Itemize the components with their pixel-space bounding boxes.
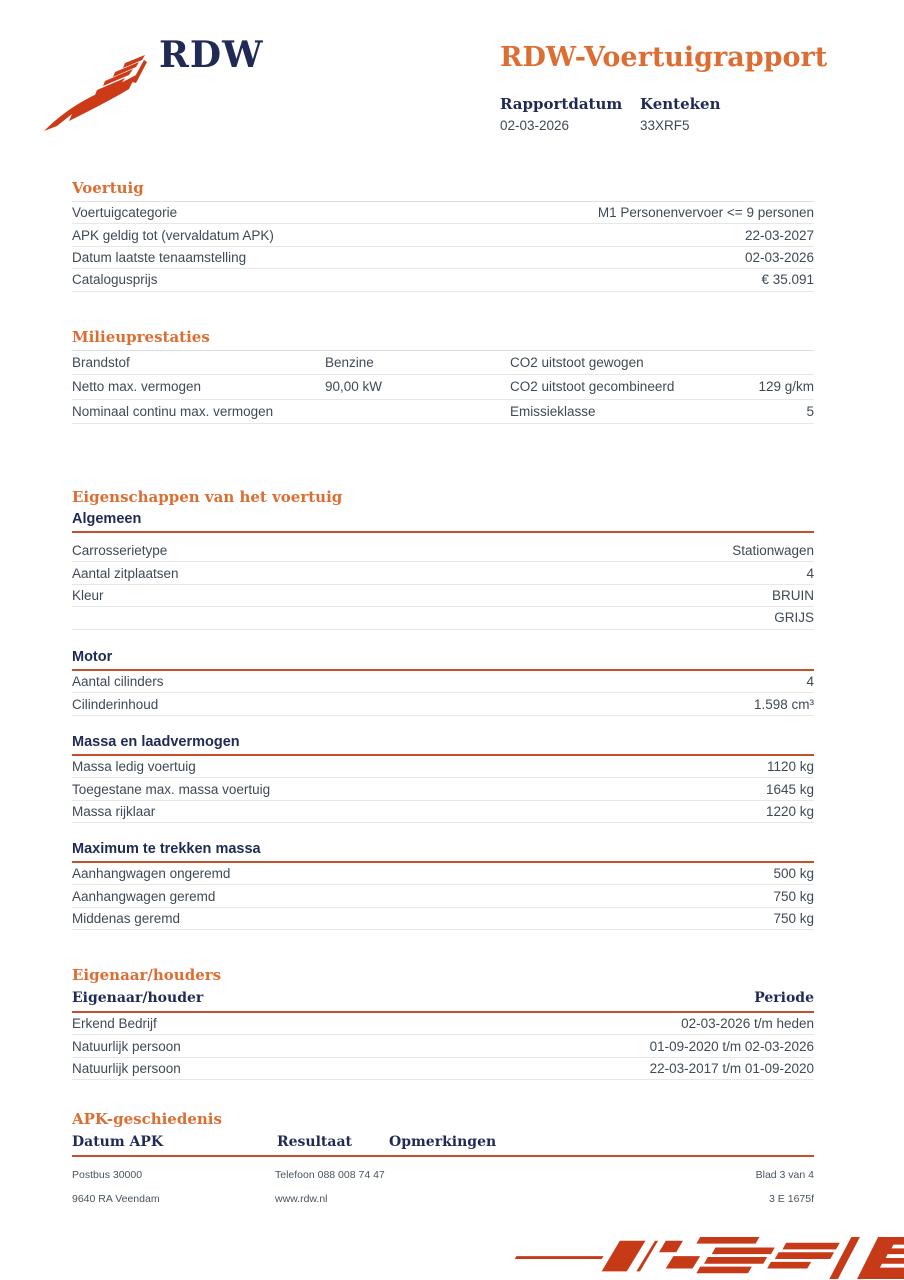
row-label: Nominaal continu max. vermogen	[72, 403, 274, 419]
section-apk-geschiedenis	[72, 1111, 814, 1157]
owner-name: Natuurlijk persoon	[72, 1038, 181, 1054]
footer-row-2	[72, 1193, 814, 1205]
owner-table	[72, 1013, 814, 1080]
algemeen-table	[72, 540, 814, 630]
footer-website: www.rdw.nl	[275, 1193, 328, 1205]
row-label: Aantal zitplaatsen	[72, 565, 179, 581]
subsection-title: Algemeen	[72, 511, 142, 527]
owner-period: 22-03-2017 t/m 01-09-2020	[649, 1060, 814, 1076]
owner-name: Natuurlijk persoon	[72, 1060, 181, 1076]
row-label: Catalogusprijs	[72, 272, 158, 288]
row-value: 1.598 cm³	[753, 696, 814, 712]
row-label: Datum laatste tenaamstelling	[72, 249, 247, 265]
owner-name: Erkend Bedrijf	[72, 1016, 157, 1032]
row-label: Voertuigcategorie	[72, 205, 178, 221]
subsection-algemeen	[72, 511, 814, 630]
section-milieuprestaties	[72, 329, 814, 424]
row-label: CO2 uitstoot gecombineerd	[510, 379, 675, 395]
row-value: 1120 kg	[766, 759, 814, 775]
table-row	[72, 1035, 814, 1057]
section-eigenschappen-title	[72, 489, 814, 505]
table-row	[72, 863, 814, 885]
table-row	[72, 269, 814, 291]
table-row	[72, 908, 814, 930]
section-voertuig	[72, 180, 814, 292]
milieu-table	[72, 351, 814, 424]
row-value: 500 kg	[773, 866, 814, 882]
rdw-feather-logo-icon	[38, 50, 150, 136]
column-header-owner: Eigenaar/houder	[72, 990, 204, 1006]
row-label: Carrosserietype	[72, 543, 168, 559]
table-row	[72, 885, 814, 907]
table-row	[72, 202, 814, 224]
table-row	[72, 400, 814, 424]
report-date-label: Rapportdatum	[500, 95, 623, 113]
table-row	[72, 693, 814, 715]
row-value: 90,00 kW	[325, 379, 383, 395]
row-value: 1645 kg	[765, 781, 814, 797]
table-row	[72, 756, 814, 778]
row-label: Emissieklasse	[510, 403, 596, 419]
row-value: 22-03-2027	[744, 227, 814, 243]
row-value: 02-03-2026	[744, 249, 814, 265]
row-value: 750 kg	[773, 910, 814, 926]
row-label: Brandstof	[72, 355, 130, 371]
row-label: Kleur	[72, 587, 104, 603]
table-row	[72, 247, 814, 269]
row-value: 129 g/km	[758, 379, 814, 395]
footer-address-line2: 9640 RA Veendam	[72, 1193, 160, 1205]
apk-table-header	[72, 1133, 814, 1151]
section-title: Voertuig	[72, 179, 144, 197]
row-label: Massa rijklaar	[72, 803, 156, 819]
page-title: RDW-Voertuigrapport	[500, 42, 828, 73]
section-title: Eigenschappen van het voertuig	[72, 488, 343, 506]
owner-table-header	[72, 989, 814, 1007]
row-value: 5	[806, 403, 814, 419]
table-row	[72, 671, 814, 693]
row-label: Aanhangwagen geremd	[72, 888, 216, 904]
row-label: APK geldig tot (vervaldatum APK)	[72, 227, 274, 243]
row-label: Aanhangwagen ongeremd	[72, 866, 231, 882]
table-row	[72, 375, 814, 399]
row-label: Toegestane max. massa voertuig	[72, 781, 271, 797]
row-value: BRUIN	[771, 587, 814, 603]
column-header-period: Periode	[754, 990, 814, 1006]
section-eigenaar-houders	[72, 967, 814, 1080]
massa-table	[72, 756, 814, 823]
row-value: M1 Personenvervoer <= 9 personen	[597, 205, 814, 221]
table-row	[72, 224, 814, 246]
footer-page-number: Blad 3 van 4	[755, 1169, 814, 1181]
subsection-trekken-massa	[72, 841, 814, 930]
row-value: 4	[806, 674, 814, 690]
table-row	[72, 778, 814, 800]
license-plate-value: 33XRF5	[640, 118, 690, 133]
table-row	[72, 607, 814, 629]
column-header-remarks: Opmerkingen	[389, 1134, 497, 1150]
column-header-result: Resultaat	[277, 1134, 352, 1150]
table-row	[72, 351, 814, 375]
table-row	[72, 540, 814, 562]
row-value: Stationwagen	[732, 543, 814, 559]
subsection-motor	[72, 649, 814, 716]
row-label: Netto max. vermogen	[72, 379, 202, 395]
section-title: APK-geschiedenis	[72, 1110, 222, 1128]
owner-period: 02-03-2026 t/m heden	[681, 1016, 814, 1032]
owner-period: 01-09-2020 t/m 02-03-2026	[649, 1038, 814, 1054]
subsection-title: Massa en laadvermogen	[72, 734, 240, 750]
footer-address-line1: Postbus 30000	[72, 1169, 143, 1181]
brand-wordmark: RDW	[159, 34, 264, 76]
voertuig-table	[72, 202, 814, 292]
table-row	[72, 1058, 814, 1080]
row-value: Benzine	[325, 355, 374, 371]
section-title: Eigenaar/houders	[72, 966, 222, 984]
trekken-table	[72, 863, 814, 930]
column-header-date: Datum APK	[72, 1134, 164, 1150]
subsection-massa	[72, 734, 814, 823]
divider	[72, 1155, 814, 1157]
table-row	[72, 562, 814, 584]
row-label: CO2 uitstoot gewogen	[510, 355, 644, 371]
row-label: Aantal cilinders	[72, 674, 164, 690]
license-plate-label: Kenteken	[640, 95, 721, 113]
footer-row-1	[72, 1169, 814, 1181]
row-value: 1220 kg	[765, 803, 814, 819]
footer-phone: Telefoon 088 008 74 47	[275, 1169, 385, 1181]
speed-lines-decoration-icon	[504, 1236, 904, 1280]
row-label: Cilinderinhoud	[72, 696, 159, 712]
subsection-title: Maximum te trekken massa	[72, 841, 261, 857]
row-label: Middenas geremd	[72, 910, 181, 926]
row-value: GRIJS	[774, 610, 814, 626]
table-row	[72, 801, 814, 823]
subsection-title: Motor	[72, 649, 113, 665]
footer-doc-code: 3 E 1675f	[769, 1193, 814, 1205]
divider	[72, 531, 814, 533]
report-date-value: 02-03-2026	[500, 118, 570, 133]
row-value: € 35.091	[761, 272, 814, 288]
row-label: Massa ledig voertuig	[72, 759, 196, 775]
table-row	[72, 1013, 814, 1035]
motor-table	[72, 671, 814, 716]
row-value: 4	[806, 565, 814, 581]
table-row	[72, 585, 814, 607]
row-value: 750 kg	[773, 888, 814, 904]
section-title: Milieuprestaties	[72, 328, 210, 346]
